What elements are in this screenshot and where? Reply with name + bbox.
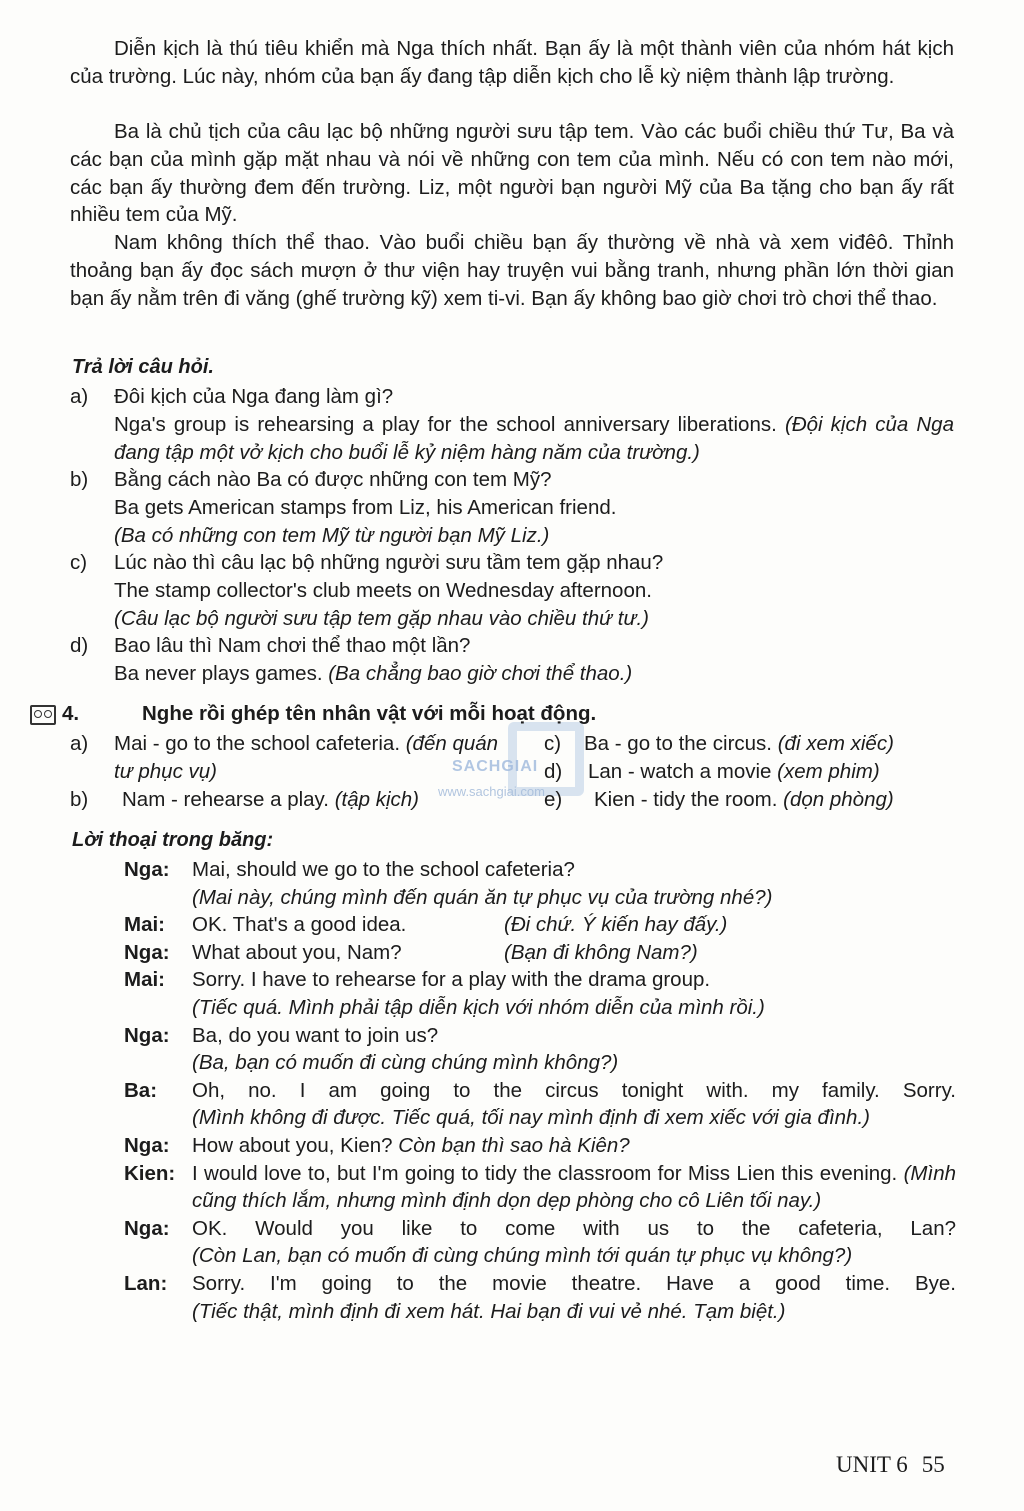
translation: (Đội kịch của Nga đang tập một vở kịch cho buổi lễ kỷ niệm hàng năm của trường.) [114, 412, 954, 464]
dialogue-line: Mai: Sorry. I have to rehearse for a play with the drama group. (Tiếc quá. Mình phải tập diễn kịch với nhóm diễn của mình rồi.) [124, 968, 765, 1019]
reading-paragraph-3: Nam không thích thể thao. Vào buổi chiều bạn ấy thường về nhà và xem viđêô. Thỉnh thoảng bạn ấy đọc sách mượn ở thư viện hay truyện vui bằng tranh, nhưng phần lớn thời gian bạn ấy nằm trên đi văng (ghế trường kỹ) xem ti-vi. Bạn ấy không bao giờ chơi trò chơi thể thao. [70, 231, 954, 310]
question: Đôi kịch của Nga đang làm gì? [114, 385, 394, 408]
translation: (Ba có những con tem Mỹ từ người bạn Mỹ Liz.) [114, 523, 550, 547]
page-number: 55 [921, 1452, 945, 1477]
answer-item [70, 383, 954, 466]
reading-paragraph-2: Ba là chủ tịch của câu lạc bộ những người sưu tập tem. Vào các buổi chiều thứ Tư, Ba và các bạn của mình gặp mặt nhau và nói về những con tem của mình. Nếu có con tem nào mới, các bạn ấy thường đem đến trường. Liz, một người bạn người Mỹ của Ba tặng cho bạn ấy rất nhiều tem của Mỹ. [70, 120, 954, 227]
translation: (Câu lạc bộ người sưu tập tem gặp nhau vào chiều thứ tư.) [114, 606, 650, 630]
match-item-e-text: Kien - tidy the room. (dọn phòng) [594, 788, 894, 811]
dialogue-line: Ba: Oh, no. I am going to the circus tonight with. my family. Sorry. (Mình không đi được. Tiếc quá, tối nay mình định đi xem xiếc với gia đình.) [124, 1078, 956, 1130]
answer: The stamp collector's club meets on Wednesday afternoon. [114, 578, 652, 602]
item-label: b) [70, 468, 89, 491]
speaker: Mai: [124, 968, 165, 992]
speaker: Mai: [124, 913, 165, 937]
dialogue-line: Lan: Sorry. I'm going to the movie theatre. Have a good time. Bye. (Tiếc thật, mình định đi xem hát. Hai bạn đi vui vẻ nhé. Tạm biệt.) [124, 1271, 956, 1323]
match-item-a-text: Mai - go to the school cafeteria. (đến quán tư phục vụ) [114, 732, 499, 783]
dialogue-line: Nga: Ba, do you want to join us? (Ba, bạn có muốn đi cùng chúng mình không?) [124, 1023, 619, 1075]
question: Bằng cách nào Ba có được những con tem Mỹ? [114, 468, 552, 491]
watermark-url: www.sachgiai.com [438, 784, 545, 799]
match-item-d: d) [544, 760, 563, 783]
exercise-number: 4. [62, 702, 80, 725]
dialogue-line: Nga: How about you, Kien? Còn bạn thì sao hà Kiên? [124, 1132, 956, 1160]
speaker: Lan: [124, 1271, 168, 1295]
dialogue-line: Kien: I would love to, but I'm going to tidy the classroom for Miss Lien this evening. (Mình cũng thích lắm, nhưng mình định dọn dẹp phòng cho cô Liên tối nay.) [124, 1161, 956, 1213]
item-label: d) [70, 634, 89, 657]
dialogue-heading: Lời thoại trong băng: [72, 829, 274, 851]
match-item-b-text: Nam - rehearse a play. (tập kịch) [122, 788, 419, 811]
exercise-title: Nghe rồi ghép tên nhân vật với mỗi hoạt động. [142, 702, 597, 725]
dialogue-line: Nga: What about you, Nam? (Bạn đi không Nam?) [124, 939, 956, 967]
match-item-c: c) [544, 732, 562, 755]
exercise-4-heading [30, 702, 596, 726]
reading-paragraph-1: Diễn kịch là thú tiêu khiển mà Nga thích nhất. Bạn ấy là một thành viên của nhóm hát kịch của trường. Lúc này, nhóm của bạn ấy đang tập diễn kịch cho lễ kỳ niệm thành lập trường. [70, 37, 954, 88]
dialogue [124, 856, 956, 1325]
speaker: Nga: [124, 940, 170, 964]
unit-label: UNIT 6 [836, 1452, 908, 1477]
match-item-e: e) [544, 788, 563, 811]
speaker: Nga: [124, 1216, 170, 1240]
speaker: Nga: [124, 1133, 170, 1157]
item-label: c) [70, 551, 88, 574]
match-item-d-text: Lan - watch a movie (xem phim) [588, 760, 880, 783]
answer: Ba gets American stamps from Liz, his American friend. [114, 495, 617, 519]
page-footer [836, 1452, 945, 1478]
answer-item [70, 549, 954, 632]
watermark-text: SACHGIAI [452, 758, 539, 775]
answer-item [70, 632, 954, 688]
dialogue-line: Nga: OK. Would you like to come with us to the cafeteria, Lan? (Còn Lan, bạn có muốn đi cùng chúng mình tới quán tự phục vụ không?) [124, 1216, 956, 1268]
speaker: Ba: [124, 1078, 158, 1102]
translation: (Ba chẳng bao giờ chơi thể thao.) [328, 661, 633, 685]
speaker: Nga: [124, 858, 170, 881]
match-item-a: a) [70, 732, 89, 755]
answer-item [70, 466, 954, 549]
speaker: Nga: [124, 1023, 170, 1047]
match-item-b: b) [70, 788, 89, 811]
question: Bao lâu thì Nam chơi thể thao một lần? [114, 634, 471, 657]
answer: Ba never plays games. [114, 661, 323, 685]
cassette-tape-icon [30, 705, 56, 725]
dialogue-line: Nga: Mai, should we go to the school cafeteria? (Mai này, chúng mình đến quán ăn tự phục vụ của trường nhé?) [124, 858, 773, 909]
speaker: Kien: [124, 1161, 176, 1185]
question: Lúc nào thì câu lạc bộ những người sưu tầm tem gặp nhau? [114, 551, 664, 574]
match-item-c-text: Ba - go to the circus. (đi xem xiếc) [584, 732, 894, 755]
dialogue-line: Mai: OK. That's a good idea. (Đi chứ. Ý kiến hay đấy.) [124, 911, 956, 939]
answer: Nga's group is rehearsing a play for the school anniversary liberations. [114, 412, 777, 436]
answers-heading: Trả lời câu hỏi. [72, 356, 214, 378]
item-label: a) [70, 385, 89, 408]
